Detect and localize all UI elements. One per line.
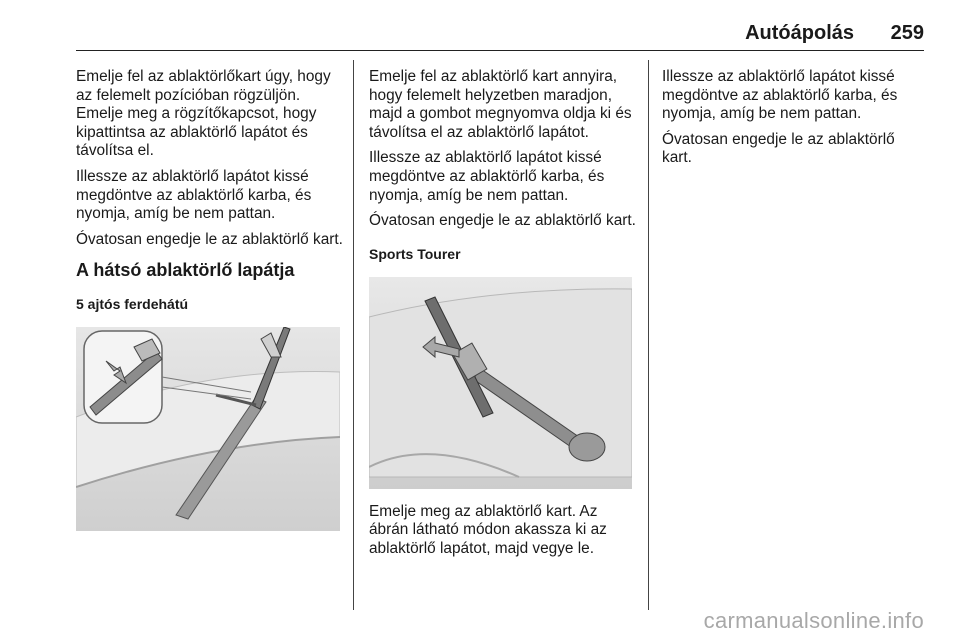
sub-heading: 5 ajtós ferdehátú xyxy=(76,296,189,313)
paragraph: Emelje fel az ablaktörlőkart úgy, hogy az felemelt pozícióban rögzüljön. Emelje meg a rögzítőkapcsot, hogy kipattintsa az ablaktörlő lapátot és távolítsa el. xyxy=(76,68,331,160)
page-number: 259 xyxy=(890,22,924,44)
header-rule xyxy=(76,50,924,51)
sub-heading: Sports Tourer xyxy=(369,245,461,262)
paragraph: Óvatosan engedje le az ablaktörlő kart. xyxy=(76,230,343,248)
column-2 xyxy=(369,68,639,566)
sports-tourer-wiper-illustration xyxy=(369,277,632,489)
page-header xyxy=(76,22,924,50)
paragraph: Emelje fel az ablaktörlő kart annyira, hogy felemelt helyzetben maradjon, majd a gombot megnyomva oldja ki és távolítsa el az ablaktörlő lapátot. xyxy=(369,68,632,141)
hatchback-wiper-illustration xyxy=(76,327,340,531)
paragraph: Illessze az ablaktörlő lapátot kissé megdöntve az ablaktörlő karba, és nyomja, amíg be nem pattan. xyxy=(369,149,605,204)
paragraph: Óvatosan engedje le az ablaktörlő kart. xyxy=(662,130,895,167)
section-title: Autóápolás xyxy=(745,22,854,44)
paragraph: Emelje meg az ablaktörlő kart. Az ábrán látható módon akassza ki az ablaktörlő lapátot, majd vegye le. xyxy=(369,502,607,557)
column-3 xyxy=(662,68,924,175)
paragraph: Illessze az ablaktörlő lapátot kissé megdöntve az ablaktörlő karba, és nyomja, amíg be nem pattan. xyxy=(662,68,898,123)
column-1 xyxy=(76,68,344,531)
watermark: carmanualsonline.info xyxy=(703,608,924,633)
column-divider-2 xyxy=(648,60,649,610)
section-heading: A hátsó ablaktörlő lapátja xyxy=(76,260,295,281)
paragraph: Óvatosan engedje le az ablaktörlő kart. xyxy=(369,212,636,230)
column-divider-1 xyxy=(353,60,354,610)
paragraph: Illessze az ablaktörlő lapátot kissé megdöntve az ablaktörlő karba, és nyomja, amíg be nem pattan. xyxy=(76,167,312,223)
